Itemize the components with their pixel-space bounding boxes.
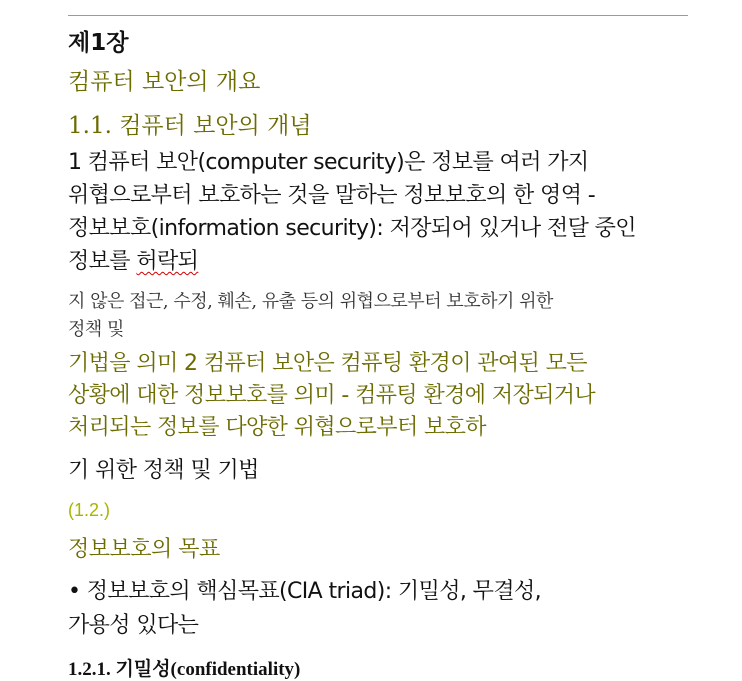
paragraph-line: 1 컴퓨터 보안(computer security)은 정보를 여러 가지 (68, 150, 589, 175)
spellcheck-flagged-word[interactable]: 허락되 (136, 249, 199, 274)
section-title: 정보보호의 목표 (68, 537, 220, 562)
paragraph-line: 기법을 의미 2 컴퓨터 보안은 컴퓨팅 환경이 관여된 모든 (68, 351, 587, 376)
bullet-line: • 정보보호의 핵심목표(CIA triad): 기밀성, 무결성, (68, 579, 542, 604)
paragraph-line: 위협으로부터 보호하는 것을 말하는 정보보호의 한 영역 - (68, 183, 596, 208)
paragraph-threats (68, 288, 553, 344)
top-divider (68, 15, 688, 16)
paragraph-line: 정책 및 (68, 319, 124, 340)
paragraph-line: 상황에 대한 정보보호를 의미 - 컴퓨팅 환경에 저장되거나 (68, 383, 596, 408)
chapter-title: 제1장 (68, 30, 129, 56)
heading-concept: 1.1. 컴퓨터 보안의 개념 (68, 113, 312, 139)
paragraph-computer-security (68, 146, 636, 278)
section-number: (1.2.) (68, 500, 111, 520)
paragraph-line (68, 245, 636, 278)
paragraph-line: 정보보호(information security): 저장되어 있거나 전달 중인 (68, 216, 636, 241)
bullet-cia-triad (68, 575, 541, 643)
heading-overview: 컴퓨터 보안의 개요 (68, 69, 261, 95)
paragraph-line: 지 않은 접근, 수정, 훼손, 유출 등의 위협으로부터 보호하기 위한 (68, 291, 553, 312)
bullet-line: 가용성 있다는 (68, 613, 199, 638)
paragraph-text: 정보를 (68, 249, 137, 274)
subsection-title: 1.2.1. 기밀성(confidentiality) (68, 659, 301, 680)
paragraph-line: 처리되는 정보를 다양한 위협으로부터 보호하 (68, 415, 486, 440)
paragraph-policy: 기 위한 정책 및 기법 (68, 458, 259, 483)
paragraph-computing-environment (68, 348, 595, 444)
